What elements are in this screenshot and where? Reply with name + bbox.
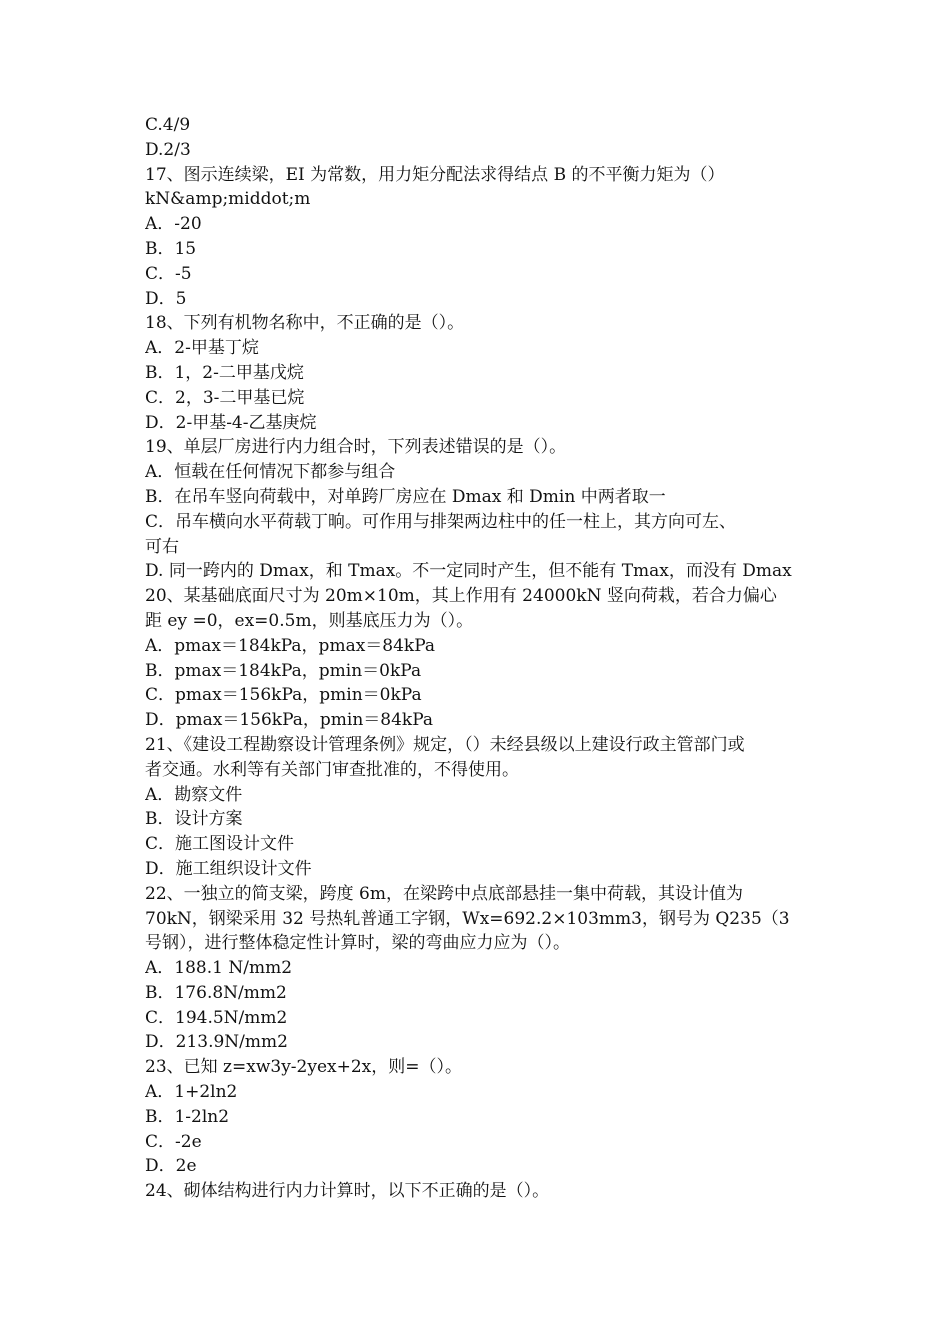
option-c-q18: C．2，3-二甲基已烷 — [145, 387, 305, 408]
option-d-q22: D．213.9N/mm2 — [145, 1032, 288, 1053]
option-a-q23: A．1+2ln2 — [145, 1082, 238, 1103]
document-body — [145, 113, 808, 1204]
question-18: 18、下列有机物名称中，不正确的是（）。 — [145, 313, 465, 334]
option-b-q17: B．15 — [145, 238, 197, 259]
option-b-q18: B．1，2-二甲基戊烷 — [145, 362, 304, 383]
option-a-q19: A．恒载在任何情况下都参与组合 — [145, 462, 396, 483]
option-c-q16: C.4/9 — [145, 115, 191, 135]
question-17: 17、图示连续梁，EI 为常数，用力矩分配法求得结点 B 的不平衡力矩为（） — [145, 164, 725, 185]
option-b-q22: B．176.8N/mm2 — [145, 982, 287, 1003]
option-d-q21: D．施工组织设计文件 — [145, 858, 312, 879]
option-b-q23: B．1-2ln2 — [145, 1106, 230, 1127]
option-a-q20: A．pmax＝184kPa，pmax＝84kPa — [145, 635, 436, 656]
option-a-q21: A．勘察文件 — [145, 784, 243, 805]
option-c-q21: C．施工图设计文件 — [145, 834, 295, 855]
question-20: 20、某基础底面尺寸为 20m×10m，其上作用有 24000kN 竖向荷栽，若合力偏心 — [145, 586, 777, 607]
option-d-q16: D.2/3 — [145, 139, 191, 160]
question-24: 24、砌体结构进行内力计算时，以下不正确的是（）。 — [145, 1181, 550, 1202]
question-22-cont: 70kN，钢梁采用 32 号热轧普通工字钢，Wx=692.2×103mm3，钢号为 Q235（3 — [145, 908, 790, 929]
option-b-q21: B．设计方案 — [145, 809, 243, 830]
option-d-q19: D. 同一跨内的 Dmax，和 Tmax。不一定同时产生，但不能有 Tmax，而没有 Dmax — [145, 561, 792, 582]
question-23: 23、已知 z=xw3y-2yex+2x，则=（）。 — [145, 1057, 462, 1078]
question-21-cont: 者交通。水利等有关部门审查批准的，不得使用。 — [145, 759, 519, 780]
question-21: 21、《建设工程勘察设计管理条例》规定，（）未经县级以上建设行政主管部门或 — [145, 734, 745, 755]
option-b-q20: B．pmax＝184kPa，pmin＝0kPa — [145, 660, 422, 681]
option-c-q17: C．-5 — [145, 263, 192, 284]
option-d-q17: D．5 — [145, 288, 187, 309]
option-b-q19: B．在吊车竖向荷载中，对单跨厂房应在 Dmax 和 Dmin 中两者取一 — [145, 486, 666, 507]
option-c-q22: C．194.5N/mm2 — [145, 1007, 288, 1028]
option-c-q19: C．吊车横向水平荷载丁晌。可作用与排架两边柱中的任一柱上，其方向可左、 — [145, 511, 737, 532]
option-c-q19-cont: 可右 — [145, 536, 179, 557]
option-d-q18: D．2-甲基-4-乙基庚烷 — [145, 412, 317, 433]
question-22: 22、一独立的简支梁，跨度 6m，在梁跨中点底部悬挂一集中荷载，其设计值为 — [145, 883, 743, 904]
option-c-q23: C．-2e — [145, 1131, 202, 1152]
option-d-q23: D．2e — [145, 1156, 197, 1177]
question-22-cont-2: 号钢），进行整体稳定性计算时，梁的弯曲应力应为（）。 — [145, 933, 570, 954]
question-19: 19、单层厂房进行内力组合时，下列表述错误的是（）。 — [145, 437, 567, 458]
option-a-q22: A．188.1 N/mm2 — [145, 958, 293, 979]
option-a-q17: A．-20 — [145, 214, 202, 235]
question-17-cont: kN&amp;middot;m — [145, 189, 311, 210]
option-d-q20: D．pmax＝156kPa，pmin＝84kPa — [145, 710, 434, 731]
option-c-q20: C．pmax＝156kPa，pmin＝0kPa — [145, 685, 422, 706]
question-20-cont: 距 ey =0，ex=0.5m，则基底压力为（）。 — [145, 610, 474, 631]
option-a-q18: A．2-甲基丁烷 — [145, 338, 259, 359]
